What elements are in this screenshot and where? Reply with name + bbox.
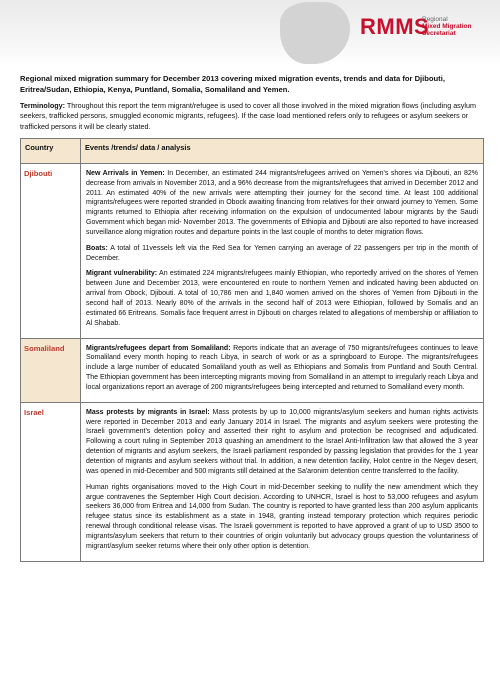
rmms-logo <box>360 14 480 54</box>
paragraph-lead: Migrants/refugees depart from Somaliland: <box>86 344 231 352</box>
paragraph-text: A total of 11vessels left via the Red Sea for Yemen carrying an average of 22 passengers per trip in the month of December. <box>86 244 478 262</box>
column-header-events: Events /trends/ data / analysis <box>81 138 484 163</box>
events-cell <box>81 338 484 402</box>
table-row <box>21 338 484 402</box>
country-cell: Djibouti <box>21 163 81 338</box>
event-paragraph <box>86 408 478 477</box>
page-header <box>0 0 500 66</box>
table-row <box>21 163 484 338</box>
events-cell <box>81 402 484 561</box>
paragraph-lead: Mass protests by migrants in Israel: <box>86 408 210 416</box>
logo-line-2: Mixed Migration <box>422 23 472 30</box>
column-header-country: Country <box>21 138 81 163</box>
logo-line-3: Secretariat <box>422 30 456 37</box>
table-header-row <box>21 138 484 163</box>
terminology-label: Terminology: <box>20 101 65 110</box>
logo-wordmark: RMMS <box>360 14 430 39</box>
paragraph-lead: Migrant vulnerability: <box>86 270 158 278</box>
events-cell <box>81 163 484 338</box>
africa-map-graphic <box>280 2 350 64</box>
events-table <box>20 138 484 562</box>
paragraph-text: An estimated 224 migrants/refugees mainly Ethiopian, who reportedly arrived on the shores of Yemen between June and December 2013, were encountered en route to northern Yemen and indicated having been abducted on arrival from Obock, Djibouti. A total of 10,786 men and 1,840 women arrived on the shores of Yemen from Djibouti in the second half of 2013. Nearly 80% of the arrivals in the second half of 2013 were Ethiopian, followed by Somalis and an estimated 66 Eritreans. Somalis face frequent arrest in Djibouti on charges related to allegations of membership or affiliation to Al Shabab. <box>86 270 478 327</box>
event-paragraph <box>86 483 478 552</box>
paragraph-lead: Boats: <box>86 244 108 252</box>
country-cell: Israel <box>21 402 81 561</box>
logo-line-1: Regional <box>422 16 448 23</box>
report-title: Regional mixed migration summary for December 2013 covering mixed migration events, trends and data for Djibouti, Eritrea/Sudan, Ethiopia, Kenya, Puntland, Somalia, Somaliland and Yemen. <box>20 74 445 94</box>
paragraph-lead: New Arrivals in Yemen: <box>86 169 165 177</box>
paragraph-text: Mass protests by up to 10,000 migrants/asylum seekers and human rights activists were reported in December 2013 and early January 2014 in Israel. The migrants and asylum seekers were protesting the Israeli government's detention policy and asserted their right to asylum and protection be recognised and adjudicated. Following a court ruling in September 2013 quashing an amendment to the Israel Anti-Infiltration law that allowed the 3 year detention of migrants and asylum seekers, the Israeli parliament responded by passing legislation that provides for the 1 year detention of migrants and asylum seekers without trial. In addition, a new detention facility, Holot centre in the Negev desert, was opened in mid-December and 500 migrants still detained at the Sa'aronim detention centre transferred to the facility. <box>86 408 478 475</box>
event-paragraph <box>86 344 478 393</box>
logo-subtitle <box>422 16 478 37</box>
terminology-note <box>20 101 484 132</box>
country-cell: Somaliland <box>21 338 81 402</box>
paragraph-text: In December, an estimated 244 migrants/refugees arrived on Yemen's shores via Djibouti, an 82% decrease from arrivals in November 2013, and a 96% decrease from the migrants/refugees that arrived in December 2012 and 2011. An estimated 40% of the new arrivals were attempting their journey for the second time. At least 100 additional migrants/refugees were reported stranded in Obock awaiting financing from relatives for their onward journey to Yemen. Some migrants returned to Ethiopia after receiving information on the expulsion of undocumented labour migrants by the Saudi Government which began mid- November 2013. The governments of Ethiopia and Djibouti are also reported to have increased surveillance along migration routes and departure points in the last couple of months to deter migration flows. <box>86 169 478 236</box>
report-content <box>20 74 484 562</box>
table-row <box>21 402 484 561</box>
paragraph-text: Reports indicate that an average of 750 migrants/refugees continues to leave Somaliland every month hoping to reach Libya, in search of work or as a springboard to Europe. The migrants/refugees include a large number of educated Somaliland youth as well as Ethiopians and Somalis from Puntland and South Central. The Ethiopian government has been intercepting migrants moving from Somaliland in an attempt to irregularly reach Libya and local organizations report an average of 200 migrants/refugees being intercepted and returned to Somaliland every month. <box>86 344 478 391</box>
event-paragraph <box>86 269 478 328</box>
event-paragraph <box>86 244 478 264</box>
terminology-text: Throughout this report the term migrant/refugee is used to cover all those involved in the mixed migration flows (including asylum seekers, trafficked persons, smuggled economic migrants, refugees). If the case load mentioned refers only to refugees or asylum seekers or trafficked persons it will be clearly stated. <box>20 101 476 131</box>
paragraph-text: Human rights organisations moved to the High Court in mid-December seeking to nullify the new amendment which they argue contravenes the September High Court decision. According to UNHCR, Israel is host to 53,000 refugees and asylum seekers 36,000 from Eritrea and 14,000 from Sudan. The country is reported to have granted less than 200 asylum applicants refugee status since its establishment as a state in 1948, granting instead temporary protection which requires periodic renewal through conditional release visas. The Israeli government is reported to have approved a grant of up to USD 3500 to migrants/asylum seekers that return to their countries of origin voluntarily but advocacy groups question the voluntariness of migrant/asylum seeker returns where their only other option is detention. <box>86 483 478 550</box>
event-paragraph <box>86 169 478 238</box>
